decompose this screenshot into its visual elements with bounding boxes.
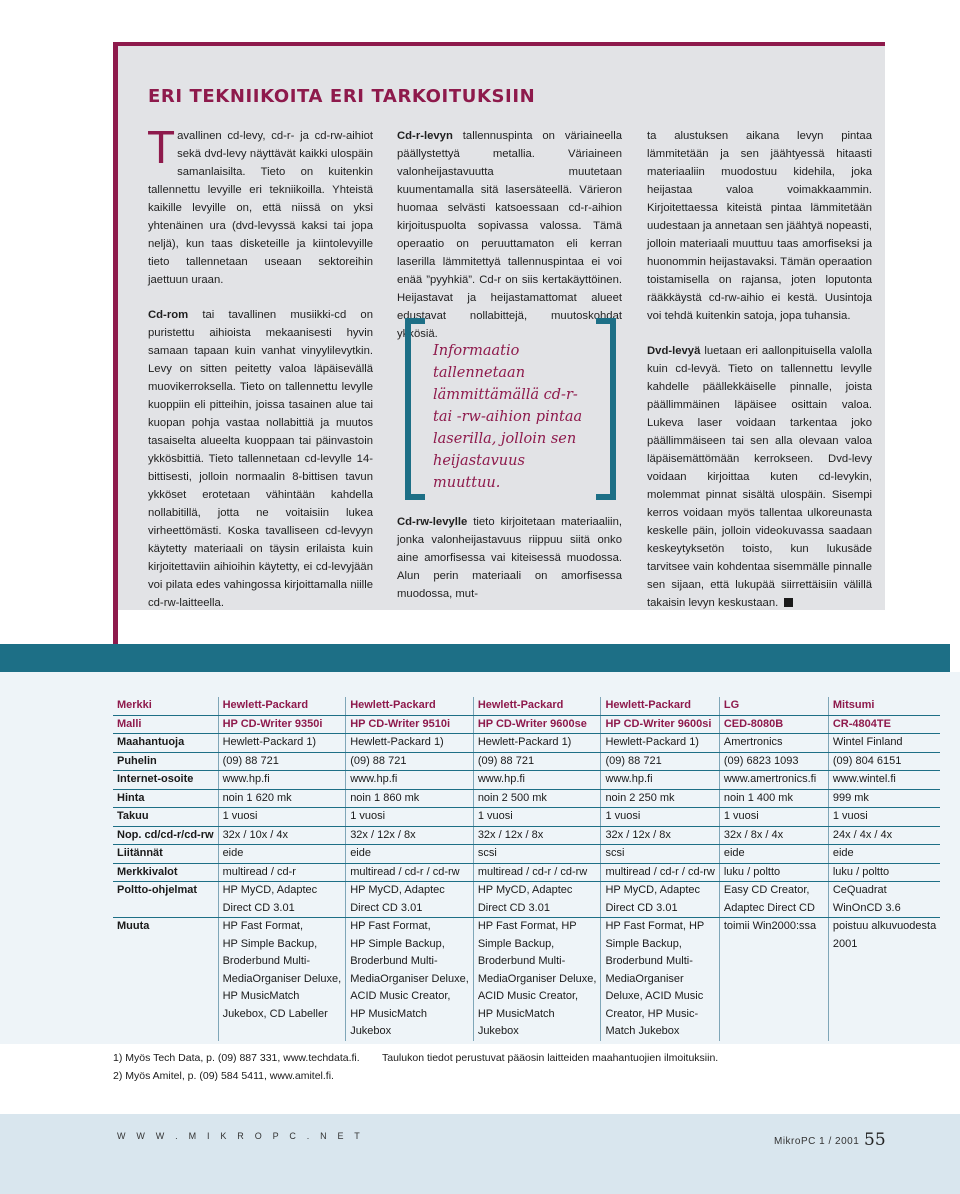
table-cell <box>473 882 601 918</box>
row-label: Takuu <box>113 808 218 827</box>
footnote-2: 2) Myös Amitel, p. (09) 584 5411, www.amitel.fi. <box>113 1070 334 1082</box>
table-cell: www.hp.fi <box>346 771 474 790</box>
end-mark-icon <box>784 598 793 607</box>
paragraph-lead: Cd-rom <box>148 309 189 321</box>
paragraph-text: tallennuspinta on väriaineella päällystettyä metallia. Väriaineen valonheijastavuutta muutetaan kuumentamalla sitä lasersäteellä. Värieron huomaa selvästi katsoessaan cd-r-aihion kirjoituspuolta sopivassa valossa. Tämä operaatio on peruuttamaton eli kerran laserilla lämmitettyä tallennuspintaa ei voi enää ”pyyhkiä”. Cd-r on siis kertakäyttöinen. Heijastavat ja heijastamattomat alueet edustavat nollabittejä, muutoskohdat ykkösiä. <box>397 130 622 340</box>
table-cell: 32x / 12x / 8x <box>601 826 719 845</box>
cell-line: Jukebox <box>477 1025 519 1037</box>
paragraph-text: luetaan eri aallonpituisella valolla kuin cd-levyä. Tieto on tallennettu levylle kahdelle päällekkäiselle pinnalle, joista päällimmäinen läpäisee osittain valoa. Lukeva laser voidaan tarkentaa joko päällimmäiseen tai sen alla olevaan valoa läpäisemättömään kerrokseen. Dvd-levy voidaan kirjoittaa kuten cd-levykin, molemmat pinnat sisältä ulospäin. Sisempi kerros voidaan myös tallentaa ulkoreunasta keskelle päin, jolloin videokuvassa saadaan keskeytyksetön toisto, kun lukusäde tarvitsee vain kohdentaa sisemmälle pinnalle sen sijaan, että lukupää siirrettäisiin välillä takaisin levyn keskustaan. <box>647 345 872 609</box>
cell-line: HP MusicMatch <box>350 1007 428 1020</box>
row-label: Malli <box>113 715 218 734</box>
table-cell: noin 1 860 mk <box>346 789 474 808</box>
left-bracket-icon <box>405 318 425 500</box>
cell-line: Broderbund Multi- <box>477 955 566 967</box>
table-cell: eide <box>218 845 346 864</box>
table-cell: 1 vuosi <box>346 808 474 827</box>
table-row <box>113 734 940 753</box>
cell-line: HP Simple Backup, <box>350 937 445 950</box>
table-cell: luku / poltto <box>828 863 940 882</box>
table-cell: (09) 88 721 <box>346 752 474 771</box>
paragraph <box>148 306 373 612</box>
table-cell: (09) 804 6151 <box>828 752 940 771</box>
paragraph <box>397 513 622 603</box>
table-cell <box>828 918 940 1041</box>
table-cell: Mitsumi <box>828 697 940 715</box>
table-cell: (09) 6823 1093 <box>719 752 828 771</box>
cell-line: Jukebox <box>350 1025 392 1037</box>
table-cell <box>601 918 719 1041</box>
table-cell: multiread / cd-r / cd-rw <box>346 863 474 882</box>
table-cell: (09) 88 721 <box>218 752 346 771</box>
cell-line: HP MyCD, Adaptec <box>222 884 318 896</box>
row-label: Poltto-ohjelmat <box>113 882 218 918</box>
table-cell: 1 vuosi <box>719 808 828 827</box>
table-cell: 1 vuosi <box>473 808 601 827</box>
table-cell <box>346 918 474 1041</box>
row-label: Internet-osoite <box>113 771 218 790</box>
pull-quote: Informaatio tallennetaan lämmittämällä cd-r- tai -rw-aihion pintaa laserilla, jolloin sen heijastavuus muuttuu. <box>433 343 583 491</box>
cell-line: HP Fast Format, <box>350 920 431 932</box>
cell-line: Jukebox, CD Labeller <box>222 1007 328 1020</box>
cell-line: HP MyCD, Adaptec <box>477 884 573 896</box>
cell-line: poistuu alkuvuodesta <box>832 920 937 932</box>
row-label: Merkki <box>113 697 218 715</box>
cell-line: Simple Backup, <box>477 937 555 950</box>
cell-line: toimii Win2000:ssa <box>723 920 817 932</box>
table-cell <box>346 882 474 918</box>
cell-line: HP MyCD, Adaptec <box>350 884 445 896</box>
table-row <box>113 845 940 864</box>
table-cell <box>828 882 940 918</box>
table-cell: noin 1 400 mk <box>719 789 828 808</box>
table-cell: Wintel Finland <box>828 734 940 753</box>
table-cell: HP CD-Writer 9350i <box>218 715 346 734</box>
table-row <box>113 789 940 808</box>
table-cell: 1 vuosi <box>828 808 940 827</box>
table-cell: noin 1 620 mk <box>218 789 346 808</box>
cell-line: ACID Music Creator, <box>477 990 579 1002</box>
table-cell: multiread / cd-r / cd-rw <box>601 863 719 882</box>
paragraph <box>147 121 373 289</box>
cell-line: Simple Backup, <box>605 937 682 950</box>
cell-line: Deluxe, ACID Music <box>605 990 704 1002</box>
cell-line: MediaOrganiser Deluxe, <box>222 972 342 985</box>
cell-line: CeQuadrat <box>832 884 887 896</box>
article-column-3 <box>647 127 872 629</box>
cell-line: MediaOrganiser Deluxe, <box>350 972 469 985</box>
table-cell: HP CD-Writer 9510i <box>346 715 474 734</box>
table-cell: multiread / cd-r / cd-rw <box>473 863 601 882</box>
table-cell: multiread / cd-r <box>218 863 346 882</box>
cell-line: MediaOrganiser <box>605 972 684 985</box>
pull-quote-box <box>397 318 622 493</box>
table-cell: 1 vuosi <box>601 808 719 827</box>
cell-line: Broderbund Multi- <box>222 955 310 967</box>
table-cell <box>218 882 346 918</box>
table-cell: Hewlett-Packard <box>601 697 719 715</box>
table-note: Taulukon tiedot perustuvat pääosin laitteiden maahantuojien ilmoituksiin. <box>382 1052 719 1064</box>
paragraph <box>647 342 872 612</box>
table-cell: noin 2 500 mk <box>473 789 601 808</box>
table-cell: 32x / 10x / 4x <box>218 826 346 845</box>
teal-band <box>0 644 950 672</box>
drop-cap: T <box>147 121 176 173</box>
cell-line: HP Fast Format, <box>222 920 304 932</box>
cell-line: ACID Music Creator, <box>350 990 451 1002</box>
table-cell: www.hp.fi <box>218 771 346 790</box>
table-cell: (09) 88 721 <box>601 752 719 771</box>
table-cell: www.amertronics.fi <box>719 771 828 790</box>
page-footer <box>0 1114 960 1194</box>
table-cell: Amertronics <box>719 734 828 753</box>
row-label: Maahantuoja <box>113 734 218 753</box>
table-cell: (09) 88 721 <box>473 752 601 771</box>
cell-line: HP Simple Backup, <box>222 937 318 950</box>
paragraph-text: tieto kirjoitetaan materiaaliin, jonka valonheijastavuus riippuu siitä onko aine amorfisessa vai kiteisessä muodossa. Alun perin materiaali on amorfisessa muodossa, mut- <box>397 516 622 600</box>
article-column-2-continued <box>397 513 622 620</box>
table-row <box>113 882 940 918</box>
cell-line: Match Jukebox <box>605 1025 680 1037</box>
table-cell: 32x / 8x / 4x <box>719 826 828 845</box>
table-cell: CED-8080B <box>719 715 828 734</box>
table-row <box>113 826 940 845</box>
section-title: ERI TEKNIIKOITA ERI TARKOITUKSIIN <box>148 86 536 107</box>
table-cell: Hewlett-Packard 1) <box>601 734 719 753</box>
cell-line: 2001 <box>832 937 858 950</box>
paragraph-text: avallinen cd-levy, cd-r- ja cd-rw-aihiot sekä dvd-levy näyttävät kaikki ulospäin samanlaisilta. Tieto on kuitenkin tallennettu levyille eri tekniikoilla. Yhteistä kaikille levyille on, että niissä on yksi yhtenäinen ura (dvd-levyssä kaksi tai jopa neljä), kun taas disketeille ja kiintolevyille tieto tallennetaan useaan sektoreihin jaettuun uraan. <box>148 130 373 286</box>
paragraph-text: ta alustuksen aikana levyn pintaa lämmitetään ja sen jäähtyessä hitaasti materiaaliin muodostuu kidehila, joka heijastaa valoa voimakkaammin. Kirjoitettaessa kiteistä pintaa lämmitetään uudestaan ja annetaan sen jäähtyä nopeasti, jolloin materiaali muuttuu taas amorfiseksi ja huonommin heijastavaksi. Tämän operaation toistamisella on rajansa, joten loputonta rääkkäystä cd-rw-aihio ei kestä. Uusintoja voi tehdä kuitenkin satoja, jopa tuhansia. <box>647 130 872 322</box>
article-column-1 <box>147 121 373 629</box>
cell-line: Direct CD 3.01 <box>222 901 295 914</box>
table-cell: Hewlett-Packard <box>218 697 346 715</box>
table-cell: www.wintel.fi <box>828 771 940 790</box>
cell-line: HP MusicMatch <box>477 1007 555 1020</box>
table-cell: 32x / 12x / 8x <box>473 826 601 845</box>
footnote-1: 1) Myös Tech Data, p. (09) 887 331, www.techdata.fi. <box>113 1052 360 1064</box>
row-label: Liitännät <box>113 845 218 864</box>
table-cell: CR-4804TE <box>828 715 940 734</box>
cell-line: HP MusicMatch <box>222 990 300 1002</box>
table-cell: www.hp.fi <box>473 771 601 790</box>
table-cell: Hewlett-Packard 1) <box>218 734 346 753</box>
paragraph-lead: Cd-rw-levylle <box>397 516 468 528</box>
table-row <box>113 752 940 771</box>
spec-table-body <box>113 697 940 1041</box>
table-cell <box>601 882 719 918</box>
table-row <box>113 771 940 790</box>
paragraph-text: tai tavallinen musiikki-cd on puristettu aihioista mekaanisesti hyvin samaan tapaan kuin vanhat vinyylilevytkin. Levy on sitten peitetty valoa läpäisevällä muovikerroksella. Tieto on tallennettu levylle kuoppiin eli pitteihin, joissa tasainen alue tai kuopan pohja vastaa nollabittiä ja muutos tasaiselta alueelta kuoppaan tai päinvastoin ykkösbittiä. Tieto tallennetaan cd-levylle 14-bittisesti, jolloin normaalin 8-bittisen tavun ykköset erotetaan vähintään kahdella nollabitillä, jotta ne voitaisiin lukea virheettömästi. Koska tavalliseen cd-levyyn käytetty materiaali on täysin erilaista kuin kirjoitettaviin aihioihin käytetty, ei cd-levyjään voi pilata edes vahingossa kirjoittamalla niille cd-rw-laitteella. <box>148 309 373 609</box>
table-cell <box>218 918 346 1041</box>
table-cell: noin 2 250 mk <box>601 789 719 808</box>
row-label: Puhelin <box>113 752 218 771</box>
cell-line: Direct CD 3.01 <box>350 901 423 914</box>
row-label: Merkkivalot <box>113 863 218 882</box>
right-bracket-icon <box>596 318 616 500</box>
table-cell: 32x / 12x / 8x <box>346 826 474 845</box>
table-cell: Hewlett-Packard 1) <box>346 734 474 753</box>
table-cell: 1 vuosi <box>218 808 346 827</box>
cell-line: Broderbund Multi- <box>605 955 693 967</box>
row-label: Muuta <box>117 920 150 932</box>
cell-line: Easy CD Creator, <box>723 884 810 896</box>
table-cell: Hewlett-Packard 1) <box>473 734 601 753</box>
cell-line: MediaOrganiser Deluxe, <box>477 972 597 985</box>
table-row <box>113 715 940 734</box>
table-cell: HP CD-Writer 9600si <box>601 715 719 734</box>
table-cell <box>473 918 601 1041</box>
paragraph-lead: Dvd-levyä <box>647 345 701 357</box>
table-cell: scsi <box>473 845 601 864</box>
cell-line: HP MyCD, Adaptec <box>605 884 700 896</box>
paragraph <box>647 127 872 325</box>
table-cell: scsi <box>601 845 719 864</box>
table-cell: HP CD-Writer 9600se <box>473 715 601 734</box>
cell-line: Broderbund Multi- <box>350 955 438 967</box>
cell-line: Direct CD 3.01 <box>477 901 550 914</box>
magazine-issue: MikroPC 1 / 2001 <box>774 1136 860 1147</box>
cell-line: Creator, HP Music- <box>605 1007 699 1020</box>
table-cell: Hewlett-Packard <box>473 697 601 715</box>
table-cell: Hewlett-Packard <box>346 697 474 715</box>
cell-line: Direct CD 3.01 <box>605 901 678 914</box>
paragraph <box>397 127 622 343</box>
table-row <box>113 918 940 1041</box>
table-cell: 24x / 4x / 4x <box>828 826 940 845</box>
table-cell: eide <box>719 845 828 864</box>
cell-line: Adaptec Direct CD <box>723 901 815 914</box>
table-row <box>113 863 940 882</box>
cell-line: WinOnCD 3.6 <box>832 901 901 914</box>
table-cell: luku / poltto <box>719 863 828 882</box>
table-cell: 999 mk <box>828 789 940 808</box>
table-cell: LG <box>719 697 828 715</box>
site-url: W W W . M I K R O P C . N E T <box>117 1131 364 1141</box>
table-cell <box>719 918 828 1041</box>
table-cell <box>719 882 828 918</box>
table-cell: eide <box>828 845 940 864</box>
table-cell: eide <box>346 845 474 864</box>
spec-table <box>113 697 940 1041</box>
row-label: Hinta <box>113 789 218 808</box>
cell-line: HP Fast Format, HP <box>477 920 577 932</box>
table-cell: www.hp.fi <box>601 771 719 790</box>
paragraph-lead: Cd-r-levyn <box>397 130 453 142</box>
table-row <box>113 697 940 715</box>
page-number: 55 <box>864 1130 886 1150</box>
cell-line: HP Fast Format, HP <box>605 920 705 932</box>
table-row <box>113 808 940 827</box>
row-label: Nop. cd/cd-r/cd-rw <box>113 826 218 845</box>
